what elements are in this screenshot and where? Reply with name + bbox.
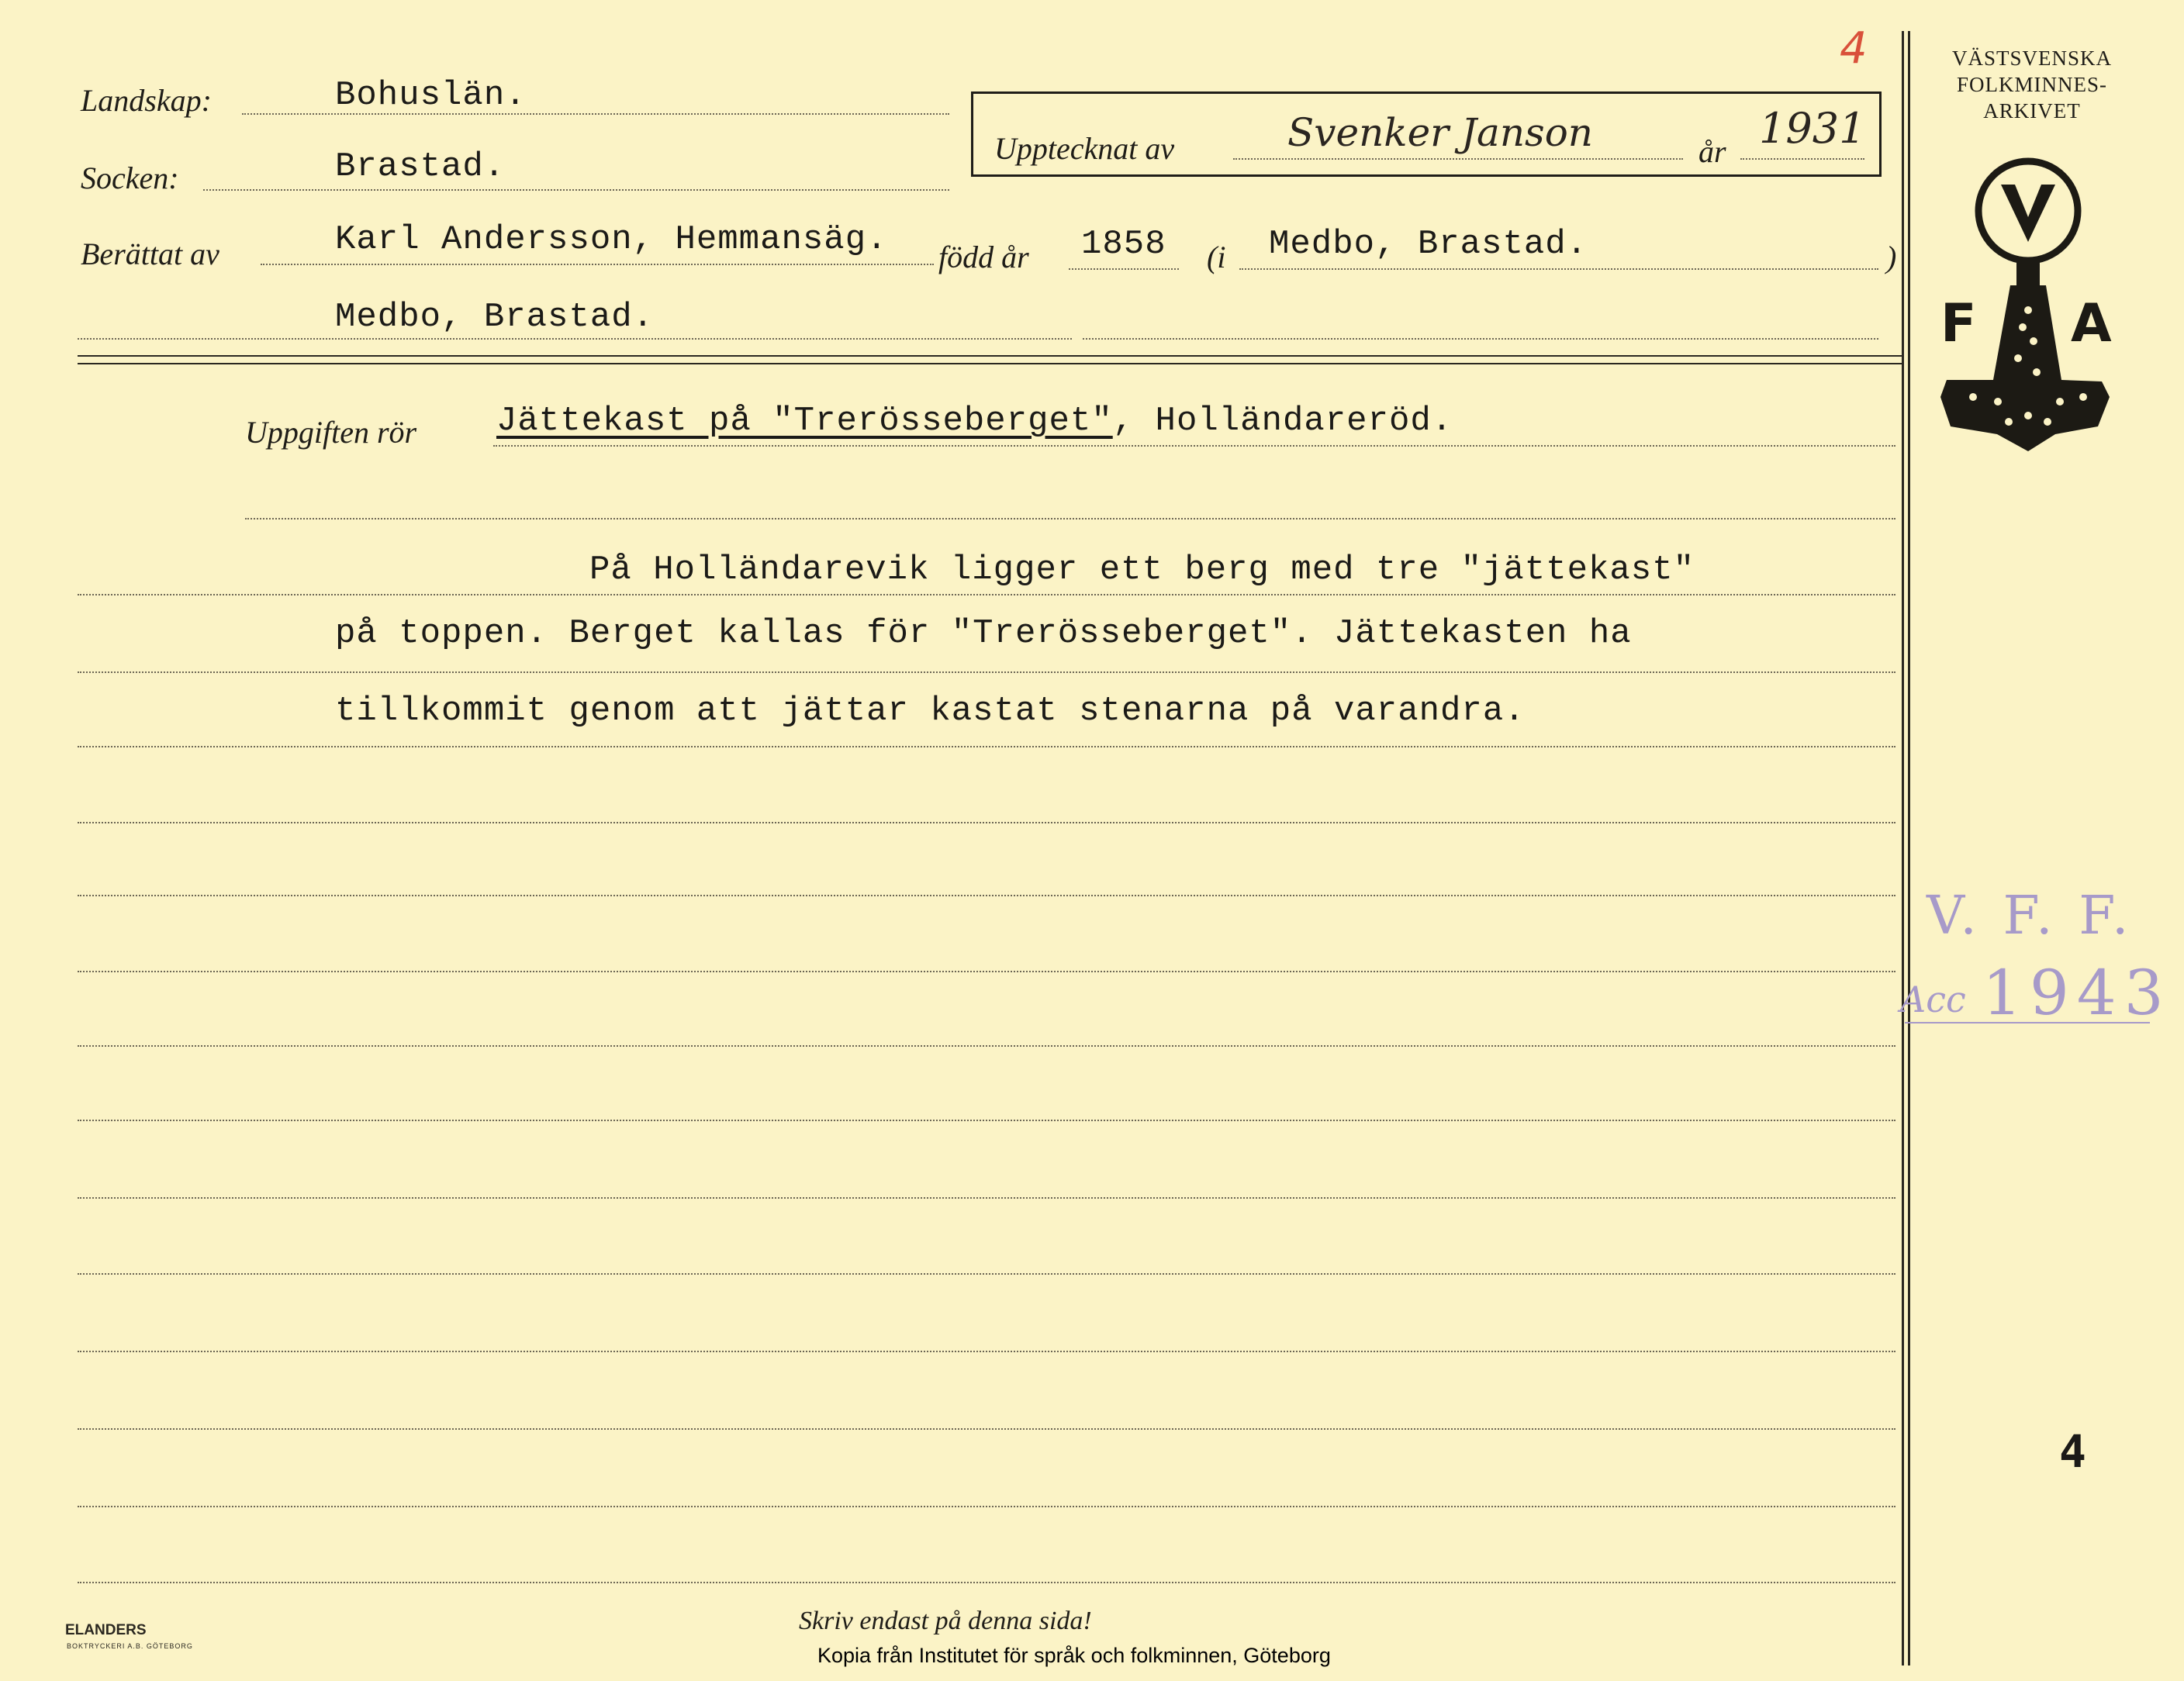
stamp-vff: V. F. F. [1927, 885, 2134, 947]
berattat-line2b [1083, 338, 1878, 340]
ruled-line [78, 895, 1895, 896]
socken-label: Socken: [81, 161, 179, 195]
header-rule-top [78, 355, 1902, 357]
margin-rule-left [1902, 31, 1904, 1665]
subject-title-rest: , Holländareröd. [1112, 402, 1453, 440]
i-value: Medbo, Brastad. [1269, 225, 1588, 264]
ruled-line [78, 971, 1895, 972]
landskap-line [242, 113, 949, 115]
ruled-line [78, 1582, 1895, 1583]
ruled-line [78, 671, 1895, 673]
landskap-label: Landskap: [81, 83, 212, 118]
landskap-value: Bohuslän. [335, 76, 527, 115]
berattat-label: Berättat av [81, 236, 219, 271]
ruled-line [78, 1428, 1895, 1430]
footer-instruction: Skriv endast på denna sida! [799, 1607, 1092, 1635]
logo-letter-a: A [2071, 293, 2112, 354]
ar-label: år [1698, 134, 1726, 169]
subject-label: Uppgiften rör [245, 415, 417, 450]
stamp-number: 1943 [1982, 957, 2172, 1029]
ruled-line [78, 1506, 1895, 1507]
ruled-line [78, 746, 1895, 747]
upptecknat-label: Upptecknat av [994, 131, 1175, 166]
archive-name-line: VÄSTSVENSKA [1951, 47, 2113, 70]
subject-line-2 [245, 518, 1895, 519]
ar-value: 1931 [1759, 104, 1866, 153]
logo-letter-f: F [1940, 293, 1977, 354]
header-rule-bottom [78, 363, 1902, 364]
copy-note: Kopia från Institutet för språk och folkminnen, Göteborg [817, 1644, 1331, 1667]
stamp-underline [1905, 1022, 2150, 1023]
page-number: 4 [2059, 1425, 2086, 1478]
fodd-value: 1858 [1081, 225, 1166, 264]
berattat-line2 [78, 338, 1072, 340]
berattat-value-line2: Medbo, Brastad. [335, 298, 655, 337]
ruled-line [78, 594, 1895, 595]
margin-rule-right [1908, 31, 1910, 1665]
printer-subtitle: BOKTRYCKERI A.B. GÖTEBORG [67, 1642, 193, 1650]
berattat-line [261, 264, 934, 265]
i-line [1239, 268, 1878, 270]
subject-line [493, 445, 1895, 447]
subject-title-underlined: Jättekast på "Trerösseberget" [496, 402, 1113, 440]
logo-ring [1978, 161, 2078, 261]
berattat-value: Karl Andersson, Hemmansäg. [335, 220, 888, 259]
fodd-line [1069, 268, 1179, 270]
ruled-line [78, 1273, 1895, 1275]
body-line-3: tillkommit genom att jättar kastat stenarna på varandra. [335, 692, 1526, 730]
archive-name-line: ARKIVET [1983, 99, 2081, 123]
ruled-line [78, 1197, 1895, 1199]
upptecknat-line [1233, 158, 1683, 160]
socken-value: Brastad. [335, 147, 506, 186]
ar-line [1740, 158, 1864, 160]
corner-page-number: 4 [1840, 23, 1868, 74]
printer-mark: ELANDERS [65, 1622, 147, 1638]
body-line-1: På Holländarevik ligger ett berg med tre "jättekast" [589, 551, 1695, 589]
archive-name-line: FOLKMINNES- [1956, 73, 2107, 96]
archive-logo-icon [1923, 155, 2133, 465]
subject-title [496, 402, 1453, 440]
archive-name [1916, 45, 2148, 124]
fodd-label: född år [938, 240, 1029, 274]
ruled-line [78, 1120, 1895, 1121]
socken-line [203, 189, 949, 191]
ruled-line [78, 822, 1895, 823]
upptecknat-value: Svenker Janson [1287, 110, 1593, 155]
i-close: ) [1886, 240, 1897, 274]
stamp-acc: Acc [1900, 979, 1966, 1020]
i-label: (i [1207, 240, 1226, 274]
ruled-line [78, 1351, 1895, 1352]
ruled-line [78, 1045, 1895, 1047]
logo-v-icon [2001, 185, 2055, 242]
body-line-2: på toppen. Berget kallas för "Trerösseberget". Jättekasten ha [335, 614, 1632, 653]
